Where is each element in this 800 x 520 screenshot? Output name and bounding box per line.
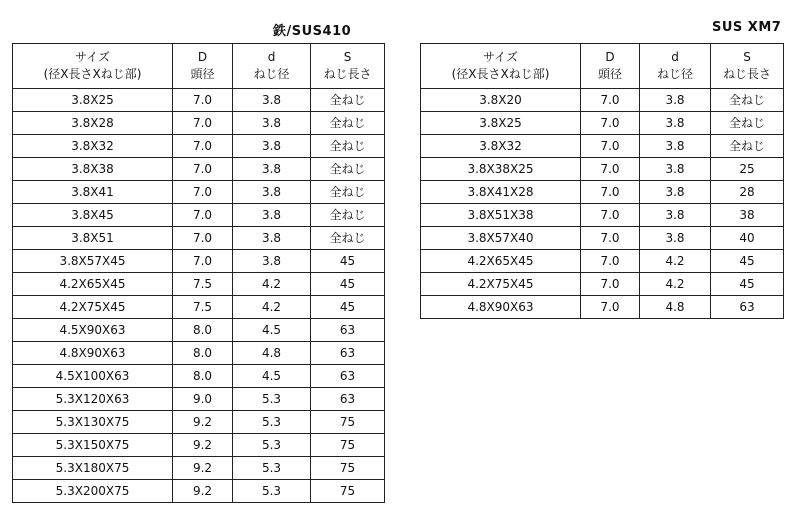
table-row: [13, 457, 385, 480]
table-row: [13, 250, 385, 273]
table-row: [13, 342, 385, 365]
cell-thread-length: 63: [711, 296, 784, 319]
table-row: [13, 227, 385, 250]
cell-thread-diameter: 3.8: [233, 135, 311, 158]
cell-size: 3.8X41X28: [421, 181, 581, 204]
cell-thread-length: 63: [311, 342, 385, 365]
cell-head-diameter: 7.0: [173, 204, 233, 227]
cell-head-diameter: 9.2: [173, 480, 233, 503]
table-row: [13, 434, 385, 457]
cell-thread-diameter: 4.2: [233, 273, 311, 296]
cell-thread-length: 28: [711, 181, 784, 204]
cell-thread-diameter: 3.8: [640, 135, 711, 158]
cell-size: 3.8X51: [13, 227, 173, 250]
header-thread-length-label: ねじ長さ: [323, 67, 372, 81]
cell-thread-length: 38: [711, 204, 784, 227]
header-thread-length-label: ねじ長さ: [722, 67, 771, 81]
cell-thread-diameter: 3.8: [640, 204, 711, 227]
header-size-symbol: サイズ: [482, 50, 519, 64]
cell-size: 4.8X90X63: [13, 342, 173, 365]
table-row: [421, 89, 784, 112]
left-spec-table: [12, 43, 385, 503]
header-head-diameter: [581, 44, 640, 89]
table-row: [13, 411, 385, 434]
cell-thread-length: 全ねじ: [311, 158, 385, 181]
cell-head-diameter: 7.0: [173, 181, 233, 204]
cell-size: 5.3X150X75: [13, 434, 173, 457]
cell-size: 4.2X65X45: [421, 250, 581, 273]
cell-thread-diameter: 5.3: [233, 434, 311, 457]
cell-thread-diameter: 4.2: [640, 250, 711, 273]
cell-head-diameter: 7.0: [581, 112, 640, 135]
header-thread-length-symbol: S: [743, 50, 751, 64]
cell-head-diameter: 7.0: [173, 89, 233, 112]
cell-thread-length: 63: [311, 365, 385, 388]
table-row: [13, 89, 385, 112]
cell-head-diameter: 7.0: [581, 181, 640, 204]
cell-thread-length: 全ねじ: [311, 135, 385, 158]
table-row: [13, 319, 385, 342]
table-row: [13, 158, 385, 181]
cell-thread-diameter: 5.3: [233, 480, 311, 503]
header-thread-diameter: [640, 44, 711, 89]
cell-thread-length: 40: [711, 227, 784, 250]
cell-thread-length: 全ねじ: [311, 227, 385, 250]
cell-thread-diameter: 3.8: [640, 89, 711, 112]
table-row: [13, 365, 385, 388]
header-size-symbol: サイズ: [74, 50, 111, 64]
header-head-diameter-label: 頭径: [597, 67, 622, 81]
cell-thread-length: 全ねじ: [711, 89, 784, 112]
cell-head-diameter: 8.0: [173, 319, 233, 342]
cell-head-diameter: 9.0: [173, 388, 233, 411]
table-row: [13, 135, 385, 158]
cell-size: 4.2X75X45: [13, 296, 173, 319]
right-table-caption: SUS XM7: [712, 20, 782, 35]
table-row: [13, 273, 385, 296]
cell-head-diameter: 7.0: [581, 273, 640, 296]
cell-thread-diameter: 3.8: [233, 112, 311, 135]
cell-head-diameter: 7.5: [173, 273, 233, 296]
cell-thread-length: 全ねじ: [711, 112, 784, 135]
table-row: [13, 204, 385, 227]
left-table-caption: 鉄/SUS410: [273, 24, 352, 39]
cell-head-diameter: 7.0: [581, 227, 640, 250]
cell-thread-length: 全ねじ: [311, 181, 385, 204]
header-size-label: (径X長さXねじ部): [43, 67, 142, 81]
cell-thread-diameter: 3.8: [640, 158, 711, 181]
cell-thread-diameter: 4.8: [640, 296, 711, 319]
cell-thread-length: 45: [711, 250, 784, 273]
cell-size: 3.8X51X38: [421, 204, 581, 227]
cell-head-diameter: 7.0: [581, 135, 640, 158]
cell-head-diameter: 7.0: [581, 250, 640, 273]
header-size: [421, 44, 581, 89]
cell-thread-length: 45: [311, 296, 385, 319]
cell-size: 3.8X32: [421, 135, 581, 158]
cell-thread-length: 45: [311, 273, 385, 296]
header-head-diameter-symbol: D: [605, 50, 615, 64]
cell-size: 3.8X20: [421, 89, 581, 112]
cell-thread-length: 45: [311, 250, 385, 273]
header-row: [13, 44, 385, 89]
cell-size: 3.8X41: [13, 181, 173, 204]
cell-head-diameter: 8.0: [173, 342, 233, 365]
cell-size: 4.2X65X45: [13, 273, 173, 296]
cell-thread-length: 25: [711, 158, 784, 181]
header-thread-length: [311, 44, 385, 89]
cell-thread-length: 75: [311, 411, 385, 434]
cell-thread-length: 75: [311, 434, 385, 457]
table-row: [421, 250, 784, 273]
header-head-diameter-symbol: D: [197, 50, 208, 64]
cell-thread-diameter: 3.8: [233, 181, 311, 204]
table-row: [13, 388, 385, 411]
table-row: [421, 227, 784, 250]
cell-head-diameter: 7.0: [581, 296, 640, 319]
cell-thread-diameter: 4.2: [640, 273, 711, 296]
cell-size: 3.8X38: [13, 158, 173, 181]
cell-thread-diameter: 3.8: [640, 112, 711, 135]
cell-head-diameter: 7.0: [173, 227, 233, 250]
cell-size: 3.8X45: [13, 204, 173, 227]
cell-head-diameter: 7.0: [173, 158, 233, 181]
table-row: [13, 112, 385, 135]
header-thread-diameter-label: ねじ径: [253, 67, 290, 81]
cell-thread-diameter: 3.8: [233, 158, 311, 181]
cell-thread-diameter: 3.8: [233, 89, 311, 112]
cell-thread-length: 全ねじ: [311, 112, 385, 135]
cell-thread-diameter: 4.5: [233, 365, 311, 388]
header-thread-diameter-symbol: d: [671, 50, 679, 64]
cell-thread-diameter: 5.3: [233, 388, 311, 411]
cell-size: 3.8X32: [13, 135, 173, 158]
cell-thread-diameter: 3.8: [640, 227, 711, 250]
cell-size: 3.8X57X40: [421, 227, 581, 250]
cell-thread-diameter: 3.8: [233, 204, 311, 227]
cell-size: 4.5X100X63: [13, 365, 173, 388]
cell-thread-diameter: 5.3: [233, 411, 311, 434]
table-row: [421, 273, 784, 296]
cell-thread-diameter: 3.8: [233, 227, 311, 250]
cell-thread-diameter: 3.8: [640, 181, 711, 204]
table-row: [13, 480, 385, 503]
table-row: [13, 181, 385, 204]
cell-size: 4.8X90X63: [421, 296, 581, 319]
cell-head-diameter: 9.2: [173, 434, 233, 457]
cell-head-diameter: 8.0: [173, 365, 233, 388]
table-row: [421, 296, 784, 319]
cell-thread-diameter: 4.8: [233, 342, 311, 365]
cell-size: 5.3X130X75: [13, 411, 173, 434]
header-size-label: (径X長さXねじ部): [451, 67, 550, 81]
cell-thread-length: 45: [711, 273, 784, 296]
cell-head-diameter: 9.2: [173, 411, 233, 434]
cell-head-diameter: 7.0: [173, 112, 233, 135]
cell-size: 3.8X25: [421, 112, 581, 135]
table-row: [13, 296, 385, 319]
cell-thread-diameter: 4.2: [233, 296, 311, 319]
right-spec-table: [420, 43, 784, 319]
cell-size: 3.8X25: [13, 89, 173, 112]
header-size: [13, 44, 173, 89]
cell-thread-length: 63: [311, 388, 385, 411]
cell-size: 5.3X200X75: [13, 480, 173, 503]
cell-thread-length: 63: [311, 319, 385, 342]
cell-head-diameter: 7.0: [173, 250, 233, 273]
cell-thread-length: 全ねじ: [311, 204, 385, 227]
cell-thread-length: 75: [311, 480, 385, 503]
header-thread-diameter-symbol: d: [267, 50, 276, 64]
table-row: [421, 181, 784, 204]
cell-head-diameter: 7.0: [581, 89, 640, 112]
cell-thread-length: 全ねじ: [711, 135, 784, 158]
cell-thread-diameter: 4.5: [233, 319, 311, 342]
cell-size: 3.8X57X45: [13, 250, 173, 273]
cell-thread-diameter: 3.8: [233, 250, 311, 273]
header-head-diameter-label: 頭径: [190, 67, 215, 81]
cell-head-diameter: 7.5: [173, 296, 233, 319]
header-thread-length-symbol: S: [343, 50, 352, 64]
cell-size: 3.8X38X25: [421, 158, 581, 181]
cell-thread-diameter: 5.3: [233, 457, 311, 480]
table-row: [421, 112, 784, 135]
header-thread-diameter-label: ねじ径: [656, 67, 693, 81]
cell-head-diameter: 7.0: [173, 135, 233, 158]
cell-size: 5.3X120X63: [13, 388, 173, 411]
cell-size: 4.2X75X45: [421, 273, 581, 296]
table-row: [421, 135, 784, 158]
cell-thread-length: 全ねじ: [311, 89, 385, 112]
header-thread-diameter: [233, 44, 311, 89]
cell-thread-length: 75: [311, 457, 385, 480]
cell-size: 5.3X180X75: [13, 457, 173, 480]
header-head-diameter: [173, 44, 233, 89]
cell-head-diameter: 7.0: [581, 204, 640, 227]
cell-head-diameter: 7.0: [581, 158, 640, 181]
table-row: [421, 204, 784, 227]
table-row: [421, 158, 784, 181]
cell-head-diameter: 9.2: [173, 457, 233, 480]
cell-size: 4.5X90X63: [13, 319, 173, 342]
header-row: [421, 44, 784, 89]
cell-size: 3.8X28: [13, 112, 173, 135]
header-thread-length: [711, 44, 784, 89]
